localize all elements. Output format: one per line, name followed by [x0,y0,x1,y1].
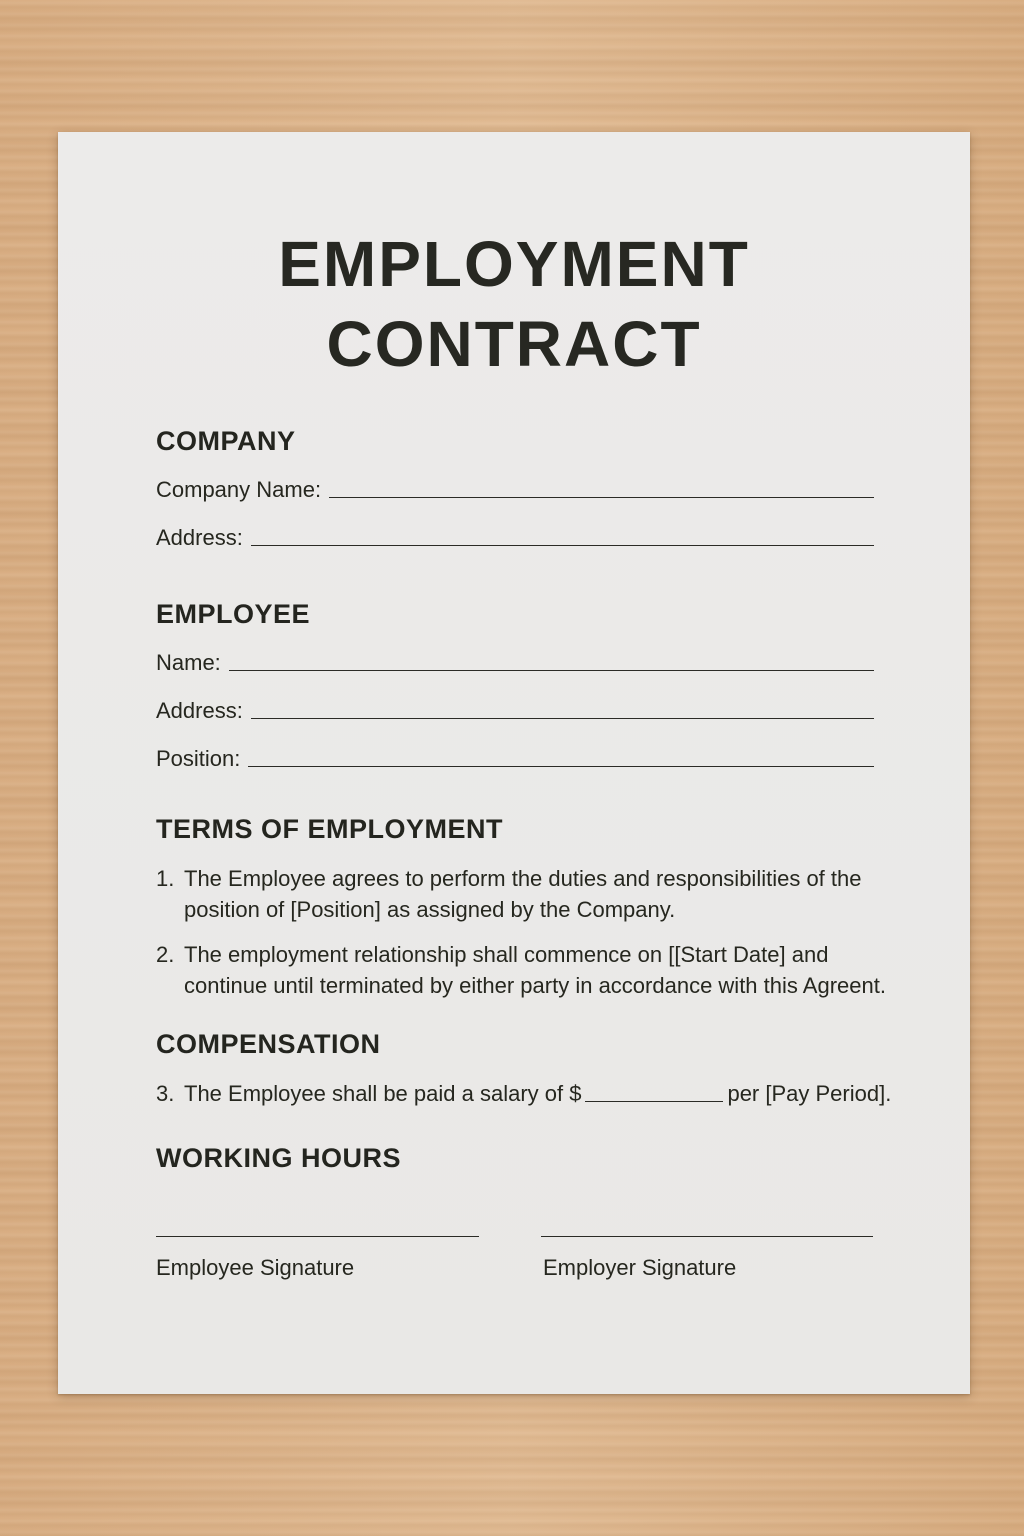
company-name-input-line[interactable] [329,496,874,498]
salary-clause-text-after: per [Pay Period]. [727,1081,892,1106]
salary-clause-text-before: The Employee shall be paid a salary of $ [184,1081,582,1106]
company-address-field[interactable] [156,527,874,549]
terms-item-2-text: The employment relationship shall commence on [[Start Date] and continue until terminated by either party in accordance with this Agreent. [184,942,886,998]
employee-address-label: Address: [156,698,243,723]
terms-heading: TERMS OF EMPLOYMENT [156,814,503,844]
employee-signature-line[interactable] [156,1235,479,1237]
company-name-label: Company Name: [156,477,322,502]
employee-name-input-line[interactable] [229,669,874,671]
employee-signature-label: Employee Signature [156,1255,355,1280]
contract-paper [58,132,970,1394]
salary-clause [156,1083,891,1105]
employee-address-input-line[interactable] [251,717,874,719]
employee-heading: EMPLOYEE [156,599,311,629]
terms-item-1-text: The Employee agrees to perform the duties and responsibilities of the position of [Position] as assigned by the Company. [184,866,862,922]
employee-position-field[interactable] [156,748,874,770]
working-hours-heading: WORKING HOURS [156,1143,401,1173]
company-address-label: Address: [156,525,243,550]
employee-position-input-line[interactable] [248,765,874,767]
terms-item-2-number: 2. [156,942,175,967]
document-title-line-1: EMPLOYMENT [278,228,750,300]
company-heading: COMPANY [156,426,296,456]
employer-signature-label: Employer Signature [543,1255,737,1280]
employee-name-field[interactable] [156,652,874,674]
employer-signature-line[interactable] [541,1235,873,1237]
employee-position-label: Position: [156,746,241,771]
salary-amount-input-line[interactable] [585,1100,723,1102]
company-name-field[interactable] [156,479,874,501]
terms-item-1 [156,863,896,925]
salary-clause-number: 3. [156,1081,175,1106]
document-title-line-2: CONTRACT [326,308,702,380]
employee-address-field[interactable] [156,700,874,722]
company-address-input-line[interactable] [251,544,874,546]
terms-item-1-number: 1. [156,866,175,891]
compensation-heading: COMPENSATION [156,1029,381,1059]
employee-name-label: Name: [156,650,221,675]
terms-item-2 [156,939,896,1001]
